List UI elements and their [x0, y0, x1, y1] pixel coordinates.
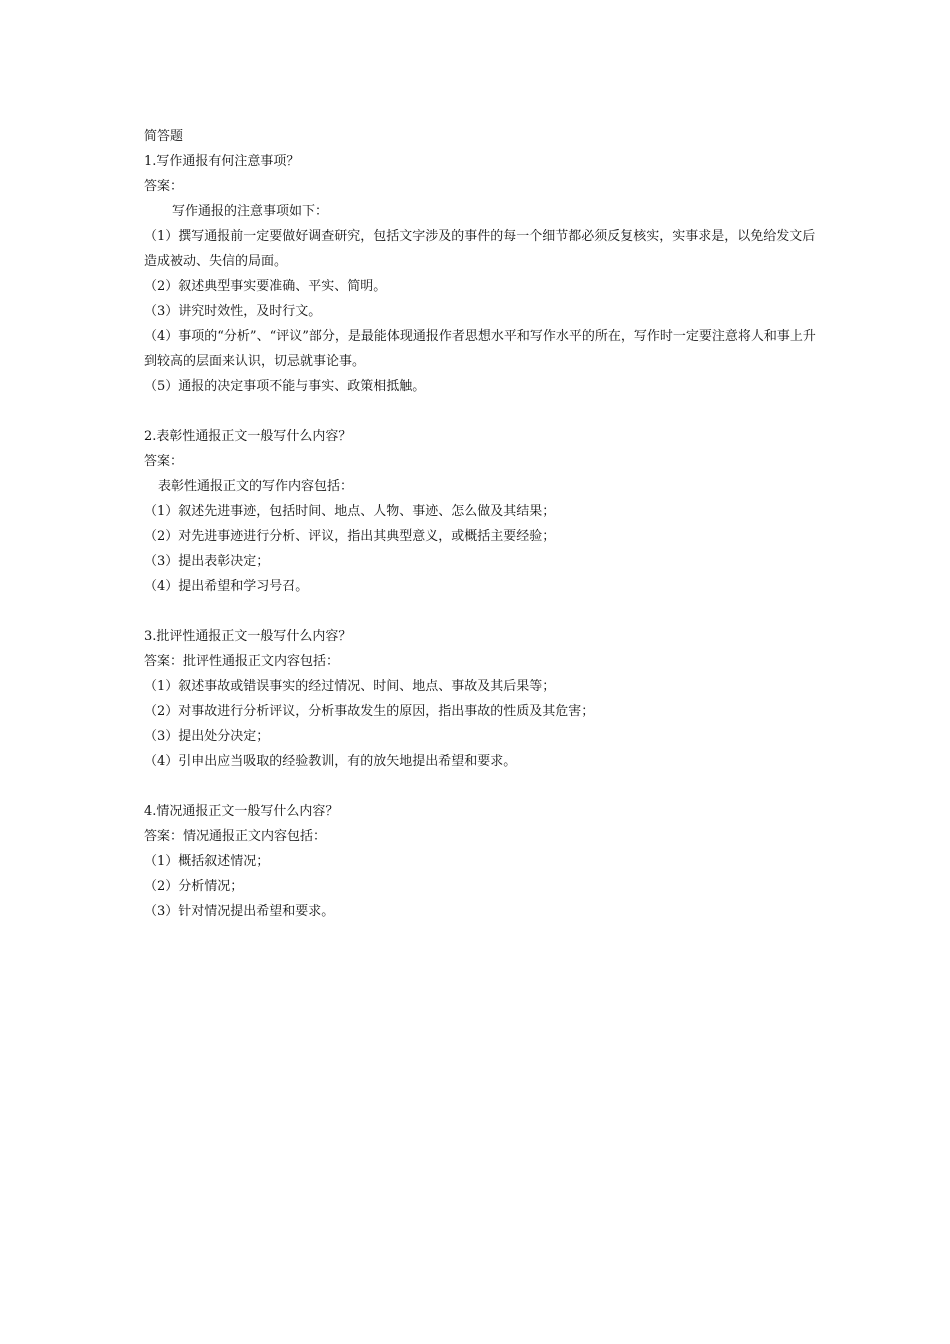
q2-item-1: （1）叙述先进事迹，包括时间、地点、人物、事迹、怎么做及其结果；: [144, 504, 556, 519]
q4-item-3: （3）针对情况提出希望和要求。: [144, 904, 335, 919]
document-page: [144, 124, 816, 924]
q1-item-3: （3）讲究时效性，及时行文。: [144, 304, 322, 319]
section-spacer: [144, 599, 816, 624]
q4-item-1: （1）概括叙述情况；: [144, 854, 270, 869]
q1-item-4: （4）事项的“分析”、“评议”部分，是最能体现通报作者思想水平和写作水平的所在，写作时一定要注意将人和事上升到较高的层面来认识，切忌就事论事。: [144, 329, 816, 369]
q1-question: 1.写作通报有何注意事项？: [144, 154, 300, 169]
q4-answer: 答案：情况通报正文内容包括：: [144, 829, 327, 844]
q2-question: 2.表彰性通报正文一般写什么内容？: [144, 429, 352, 444]
document-title: 简答题: [144, 129, 184, 144]
q4-question: 4.情况通报正文一般写什么内容？: [144, 804, 339, 819]
q3-item-1: （1）叙述事故或错误事实的经过情况、时间、地点、事故及其后果等；: [144, 679, 556, 694]
q2-intro: 表彰性通报正文的写作内容包括：: [158, 479, 354, 494]
q1-item-2: （2）叙述典型事实要准确、平实、简明。: [144, 279, 387, 294]
q3-item-4: （4）引申出应当吸取的经验教训，有的放矢地提出希望和要求。: [144, 754, 517, 769]
q2-item-4: （4）提出希望和学习号召。: [144, 579, 309, 594]
q3-item-2: （2）对事故进行分析评议，分析事故发生的原因，指出事故的性质及其危害；: [144, 704, 595, 719]
q1-item-5: （5）通报的决定事项不能与事实、政策相抵触。: [144, 379, 426, 394]
q2-answer-label: 答案：: [144, 454, 184, 469]
q3-answer: 答案：批评性通报正文内容包括：: [144, 654, 340, 669]
section-spacer: [144, 399, 816, 424]
q1-item-1: （1）撰写通报前一定要做好调查研究，包括文字涉及的事件的每一个细节都必须反复核实，实事求是，以免给发文后造成被动、失信的局面。: [144, 229, 816, 269]
q3-question: 3.批评性通报正文一般写什么内容？: [144, 629, 352, 644]
q4-item-2: （2）分析情况；: [144, 879, 244, 894]
q3-item-3: （3）提出处分决定；: [144, 729, 270, 744]
q2-item-2: （2）对先进事迹进行分析、评议，指出其典型意义，或概括主要经验；: [144, 529, 556, 544]
q1-intro: 写作通报的注意事项如下：: [172, 204, 329, 219]
q2-item-3: （3）提出表彰决定；: [144, 554, 270, 569]
section-spacer: [144, 774, 816, 799]
q1-answer-label: 答案：: [144, 179, 184, 194]
